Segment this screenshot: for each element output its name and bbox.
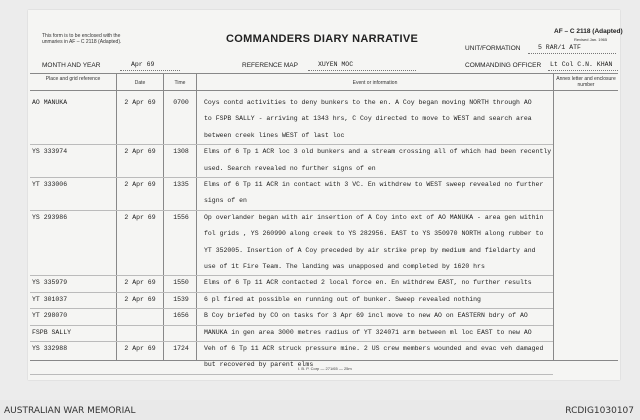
row-time: 1550 [173, 279, 189, 287]
row-time: 0700 [173, 99, 189, 106]
row-time: 1308 [173, 148, 189, 156]
row-grid-reference: YT 301037 [32, 295, 68, 303]
row-event-line: use of 1t Fire Team. The landing was unapposed and completed by 1620 hrs [204, 263, 485, 270]
row-event-line: fol grids , YS 260990 along creek to YS 282956. EAST to YS 350970 NORTH along rubber to [204, 230, 544, 238]
col-divider-1 [116, 73, 117, 360]
co-underline [548, 70, 618, 71]
row-event-line: Elms of 6 Tp 11 ACR contacted 2 local force en. En withdrew EAST, no further results [204, 279, 532, 287]
row-date: 2 Apr 69 [124, 279, 156, 287]
row-date: 2 Apr 69 [124, 345, 156, 352]
month-label: MONTH AND YEAR [42, 62, 101, 69]
row-event-line: Veh of 6 Tp 11 ACR struck pressure mine. 2 US crew members wounded and evac veh damaged [204, 345, 544, 352]
row-separator [30, 292, 553, 293]
row-grid-reference: AO MANUKA [32, 99, 68, 106]
co-label: COMMANDING OFFICER [465, 62, 542, 69]
row-separator [30, 308, 553, 309]
row-date: 2 Apr 69 [124, 148, 156, 156]
col-divider-3 [196, 73, 197, 360]
row-event-line: but recovered by parent elms [204, 361, 314, 369]
row-date: 2 Apr 69 [124, 181, 156, 188]
unit-value: 5 RAR/1 ATF [538, 44, 581, 51]
row-date: 2 Apr 69 [124, 213, 156, 221]
row-grid-reference: YS 335979 [32, 279, 68, 287]
row-date: 2 Apr 69 [124, 295, 156, 303]
row-grid-reference: YT 298070 [32, 312, 68, 320]
row-separator [30, 144, 553, 145]
refmap-underline [308, 70, 416, 71]
row-time: 1335 [173, 181, 189, 188]
archive-id: RCDIG1030107 [565, 406, 634, 416]
row-event-line: between creek lines WEST of last loc [204, 131, 345, 139]
col-header-event: Event or information [352, 80, 398, 86]
month-underline [120, 70, 180, 71]
page-title: COMMANDERS DIARY NARRATIVE [226, 33, 419, 45]
refmap-value: XUYEN MOC [318, 61, 354, 68]
row-event-line: Coys contd activities to deny bunkers to the en. A Coy began moving NORTH through AO [204, 99, 532, 106]
refmap-label: REFERENCE MAP [242, 62, 298, 69]
table-top-border [30, 73, 618, 74]
row-event-line: Elms of 6 Tp 1 ACR loc 3 old bunkers and a stream crossing all of which had been recently [204, 148, 552, 156]
row-grid-reference: YT 333006 [32, 181, 68, 188]
printer-imprint: I. B. P. Corp — 271/65 — 25m [298, 366, 352, 371]
row-event-line: B Coy briefed by CO on tasks for 3 Apr 69 incl move to new AO on EASTERN bdry of AO [204, 312, 528, 320]
unit-label: UNIT/FORMATION [465, 45, 521, 52]
archive-footer [0, 400, 640, 420]
row-date: 2 Apr 69 [124, 99, 156, 106]
row-separator [30, 210, 553, 211]
row-event-line: Op overlander began with air insertion of A Coy into ext of AO MANUKA - area gen within [204, 213, 544, 221]
col-header-time: Time [174, 80, 186, 86]
form-note-line-1: This form is to be enclosed with the [42, 33, 121, 39]
diary-sheet [28, 10, 623, 380]
row-time: 1556 [173, 213, 189, 221]
row-time: 1656 [173, 312, 189, 320]
row-event-line: to FSPB SALLY - arriving at 1343 hrs, C Coy directed to move to WEST and search area [204, 115, 532, 123]
row-event-line: Elms of 6 Tp 11 ACR in contact with 3 VC. En withdrew to WEST sweep revealed no further [204, 181, 544, 188]
form-number: AF – C 2118 (Adapted) [554, 28, 623, 35]
row-separator [30, 177, 553, 178]
col-header-place: Place and grid reference [45, 76, 101, 82]
row-grid-reference: YS 293986 [32, 213, 68, 221]
row-time: 1539 [173, 295, 189, 303]
row-time: 1724 [173, 345, 189, 352]
row-event-line: signs of en [204, 197, 247, 205]
row-grid-reference: YS 332988 [32, 345, 68, 352]
unit-underline [528, 53, 616, 54]
row-grid-reference: FSPB SALLY [32, 328, 72, 336]
row-event-line: 6 pl fired at possible en running out of bunker. Sweep revealed nothing [204, 295, 481, 303]
row-event-line: YT 352005. Insertion of A Coy preceded by air strike prep by medium and fieldarty and [204, 246, 536, 254]
row-event-line: MANUKA in gen area 3000 metres radius of YT 324071 arm between ml loc EAST to new AO [204, 328, 532, 336]
col-divider-2 [163, 73, 164, 360]
form-note-line-2: unmaries in AF – C 2118 (Adapted). [42, 39, 122, 45]
row-separator [30, 275, 553, 276]
co-value: Lt Col C.N. KHAN [550, 61, 613, 68]
col-header-annex: Annex letter and enclosure number [556, 76, 616, 88]
table-header-border [30, 90, 618, 91]
row-separator [30, 341, 553, 342]
row-grid-reference: YS 333974 [32, 148, 68, 156]
row-event-line: used. Search revealed no further signs of en [204, 164, 376, 172]
row-separator [30, 325, 553, 326]
revised-date: Revised Jan. 1965 [574, 37, 608, 42]
month-value: Apr 69 [131, 61, 155, 68]
row-separator [30, 374, 553, 375]
archive-name: AUSTRALIAN WAR MEMORIAL [4, 406, 136, 416]
col-header-date: Date [134, 80, 146, 86]
